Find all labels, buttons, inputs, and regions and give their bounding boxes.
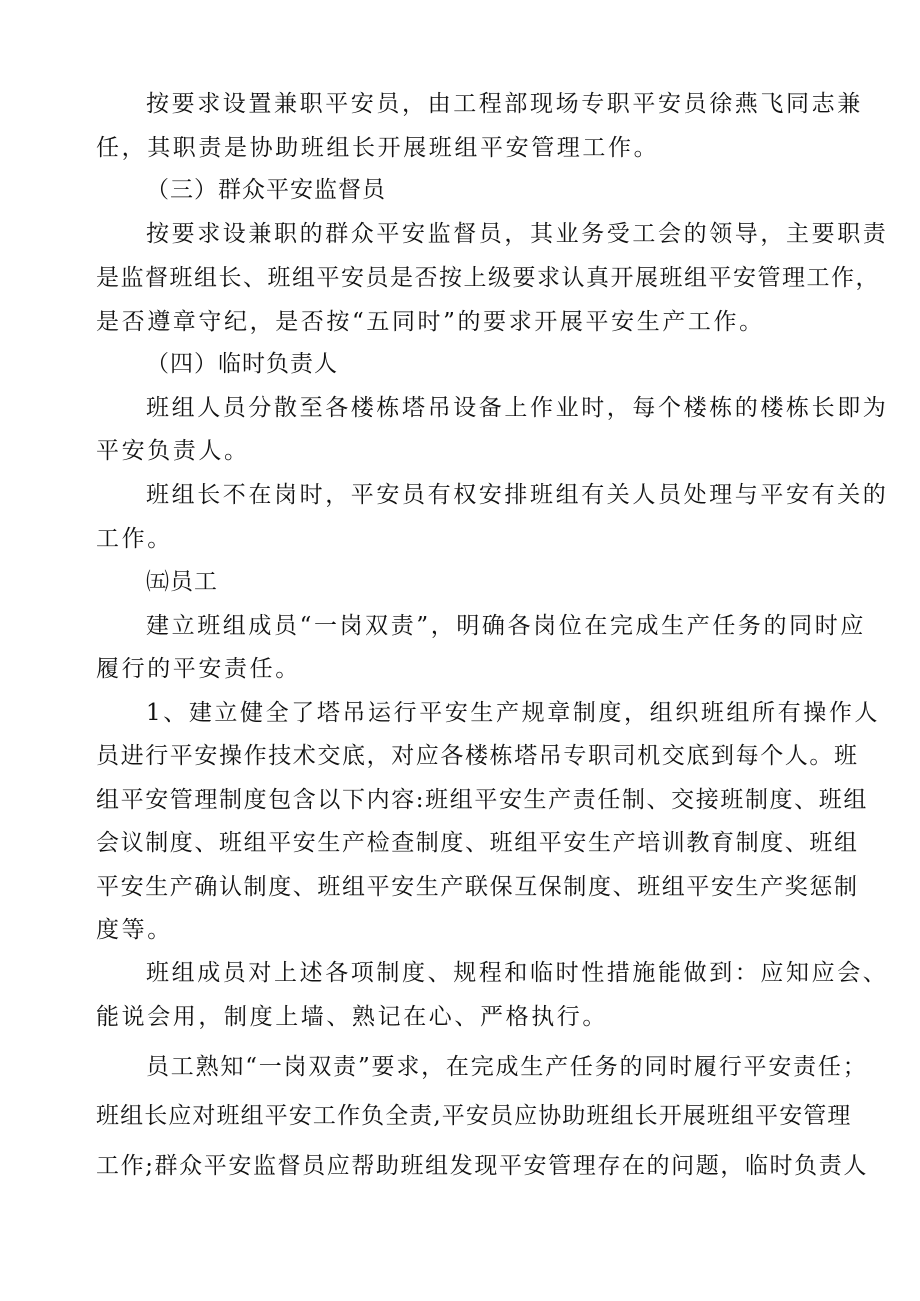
paragraph-line: 任，其职责是协助班组长开展班组平安管理工作。 bbox=[96, 135, 660, 161]
paragraph-line: 组平安管理制度包含以下内容:班组平安生产责任制、交接班制度、班组 bbox=[96, 787, 868, 813]
section-heading-5: ㈤员工 bbox=[146, 569, 218, 595]
paragraph-line: 班组长不在岗时，平安员有权安排班组有关人员处理与平安有关的 bbox=[146, 482, 889, 508]
paragraph-line: 按要求设置兼职平安员，由工程部现场专职平安员徐燕飞同志兼 bbox=[146, 91, 863, 117]
paragraph-line: 能说会用，制度上墙、熟记在心、严格执行。 bbox=[96, 1004, 608, 1030]
paragraph-line: 平安负责人。 bbox=[96, 438, 250, 464]
paragraph-line: 员工熟知“一岗双责”要求，在完成生产任务的同时履行平安责任； bbox=[146, 1054, 868, 1080]
paragraph-line: 是否遵章守纪，是否按“五同时”的要求开展平安生产工作。 bbox=[96, 309, 765, 335]
paragraph-line: 工作。 bbox=[96, 526, 173, 552]
paragraph-line: 班组人员分散至各楼栋塔吊设备上作业时，每个楼栋的楼栋长即为 bbox=[146, 395, 889, 421]
paragraph-line: 工作;群众平安监督员应帮助班组发现平安管理存在的问题，临时负责人 bbox=[96, 1153, 868, 1179]
paragraph-line: 建立班组成员“一岗双责”，明确各岗位在完成生产任务的同时应 bbox=[146, 613, 866, 639]
paragraph-line: 员进行平安操作技术交底，对应各楼栋塔吊专职司机交底到每个人。班 bbox=[96, 743, 859, 769]
paragraph-line: 是监督班组长、班组平安员是否按上级要求认真开展班组平安管理工作， bbox=[96, 265, 880, 291]
paragraph-line: 1、建立健全了塔吊运行平安生产规章制度，组织班组所有操作人 bbox=[146, 700, 881, 726]
paragraph-line: 度等。 bbox=[96, 917, 173, 943]
paragraph-line: 会议制度、班组平安生产检查制度、班组平安生产培训教育制度、班组 bbox=[96, 830, 859, 856]
paragraph-line: 班组成员对上述各项制度、规程和临时性措施能做到：应知应会、 bbox=[146, 960, 889, 986]
paragraph-line: 班组长应对班组平安工作负全责,平安员应协助班组长开展班组平安管理 bbox=[96, 1103, 852, 1129]
section-heading-4: （四）临时负责人 bbox=[146, 351, 338, 377]
paragraph-line: 平安生产确认制度、班组平安生产联保互保制度、班组平安生产奖惩制 bbox=[96, 874, 859, 900]
paragraph-line: 按要求设兼职的群众平安监督员，其业务受工会的领导，主要职责 bbox=[146, 221, 889, 247]
paragraph-line: 履行的平安责任。 bbox=[96, 656, 301, 682]
section-heading-3: （三）群众平安监督员 bbox=[146, 177, 386, 203]
